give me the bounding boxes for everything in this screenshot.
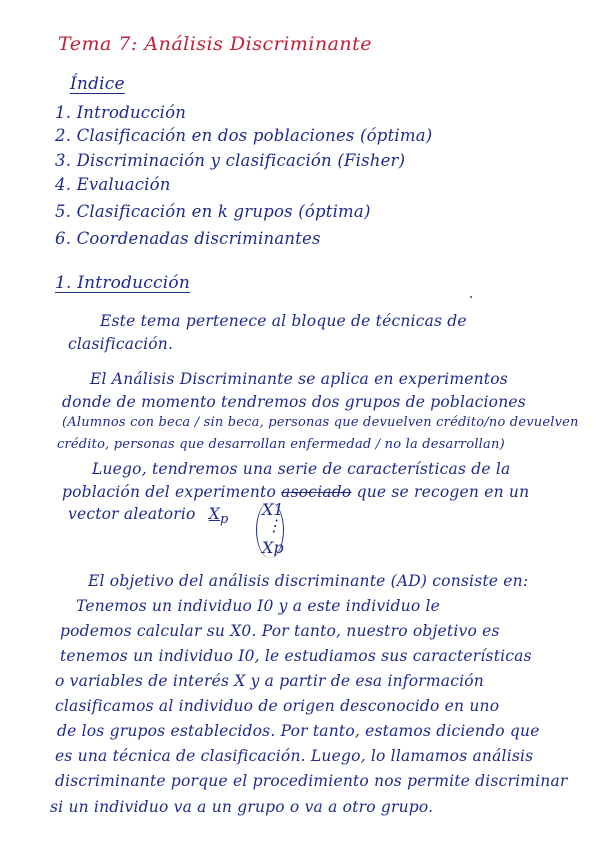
p2-line-5: Luego, tendremos una serie de características de la [92,460,511,478]
index-heading: Índice [70,74,125,94]
index-item-1: 1. Introducción [55,103,187,122]
p2-line-7 [68,505,228,527]
index-item-4: 4. Evaluación [55,175,171,194]
index-item-5: 5. Clasificación en k grupos (óptima) [55,202,371,221]
p3-line-3: podemos calcular su X0. Por tanto, nuestro objetivo es [60,622,500,640]
page-title: Tema 7: Análisis Discriminante [58,33,373,55]
p2-line-3: (Alumnos con beca / sin beca, personas que devuelven crédito/no devuelven [62,415,579,430]
p3-line-7: de los grupos establecidos. Por tanto, estamos diciendo que [57,722,540,740]
p2-line-6-end: que se recogen en un [356,483,530,501]
index-item-2: 2. Clasificación en dos poblaciones (óptima) [55,126,433,145]
p3-line-10: si un individuo va a un grupo o va a otro grupo. [50,798,434,816]
p2-line-7-text: vector aleatorio [68,505,196,523]
p2-line-4: crédito, personas que desarrollan enfermedad / no la desarrollan) [57,437,505,452]
ink-dot [470,296,472,298]
p2-line-2: donde de momento tendremos dos grupos de poblaciones [62,393,526,411]
vector-dots: ⋮ [266,516,282,535]
index-item-6: 6. Coordenadas discriminantes [55,229,321,248]
p1-line-1: Este tema pertenece al bloque de técnicas de [100,312,467,330]
p3-line-9: discriminante porque el procedimiento nos permite discriminar [55,772,568,790]
random-vector-symbol: X [208,505,220,523]
section-1-heading: 1. Introducción [55,273,190,293]
p3-line-4: tenemos un individuo I0, le estudiamos sus características [60,647,532,665]
p3-line-5: o variables de interés X y a partir de esa información [55,672,484,690]
vector-bottom-entry: Xp [262,538,284,557]
p3-line-2: Tenemos un individuo I0 y a este individuo le [76,597,441,615]
random-vector-subscript: p [219,512,229,528]
index-item-3: 3. Discriminación y clasificación (Fisher) [55,151,406,170]
p3-line-8: es una técnica de clasificación. Luego, lo llamamos análisis [55,747,534,765]
vector-top-entry: X1 [262,500,284,519]
p2-line-6-text: población del experimento [62,483,277,501]
p2-line-6 [62,483,529,501]
p2-struck-word: asociado [281,483,352,501]
p2-line-1: El Análisis Discriminante se aplica en experimentos [90,370,508,388]
p3-line-1: El objetivo del análisis discriminante (AD) consiste en: [88,572,529,590]
p3-line-6: clasificamos al individuo de origen desconocido en uno [55,697,500,715]
p1-line-2: clasificación. [68,335,174,353]
